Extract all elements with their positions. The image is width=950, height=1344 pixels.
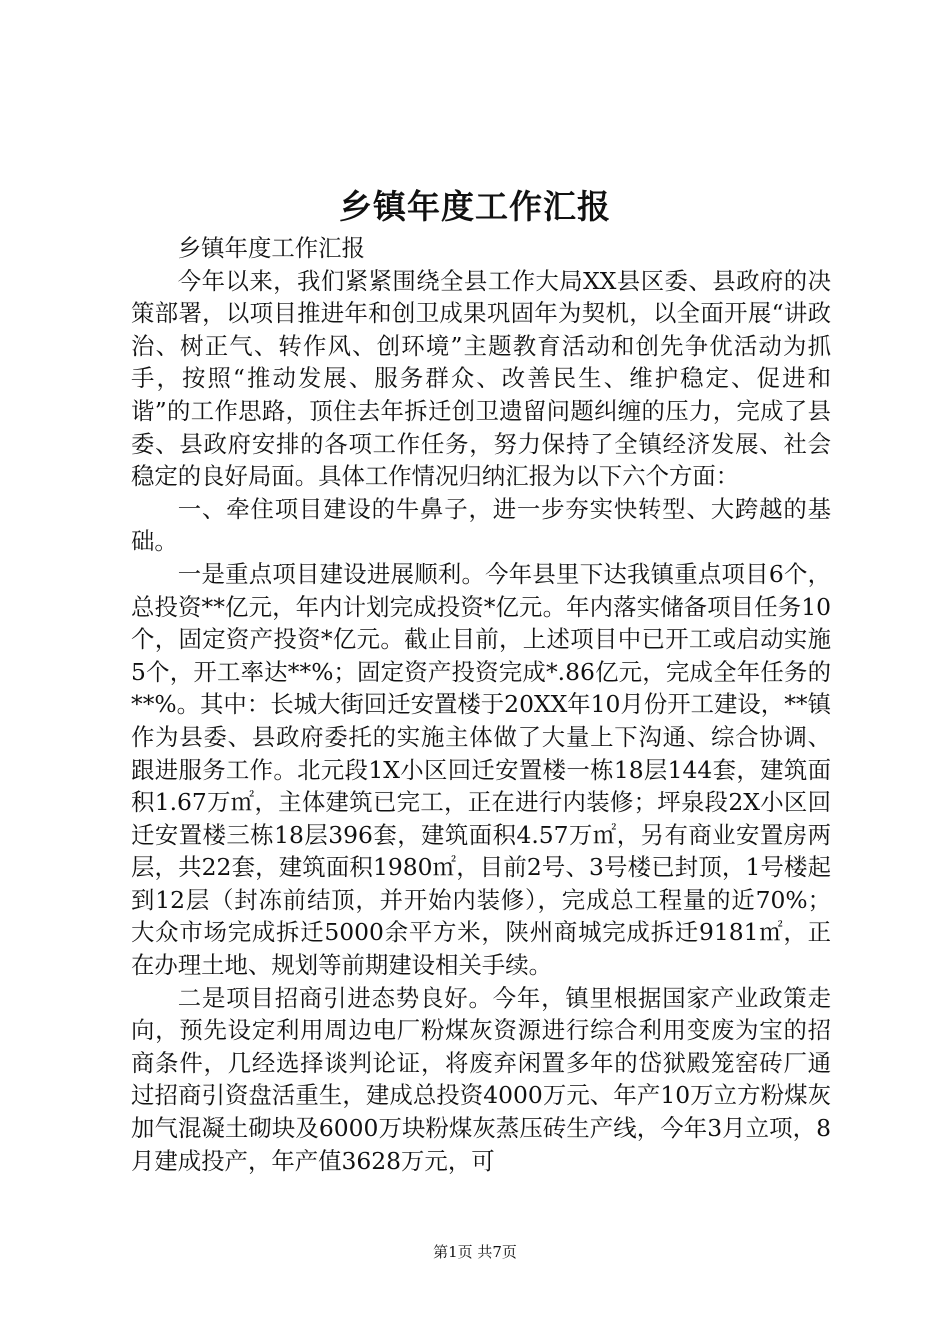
paragraph-key-projects: 一是重点项目建设进展顺利。今年县里下达我镇重点项目6个，总投资**亿元，年内计划完成投资*亿元。年内落实储备项目任务10个，固定资产投资*亿元。截止目前，上述项目中已开工或启动实施5个，开工率达**%；固定资产投资完成*.86亿元，完成全年任务的**%。其中：长城大街回迁安置楼于20XX年10月份开工建设，**镇作为县委、县政府委托的实施主体做了大量上下沟通、综合协调、跟进服务工作。北元段1X小区回迁安置楼一栋18层144套，建筑面积1.67万㎡，主体建筑已完工，正在进行内装修；坪泉段2X小区回迁安置楼三栋18层396套，建筑面积4.57万㎡，另有商业安置房两层，共22套，建筑面积1980㎡，目前2号、3号楼已封顶，1号楼起到12层（封冻前结顶，并开始内装修），完成总工程量的近70%；大众市场完成拆迁5000余平方米，陕州商城完成拆迁9181㎡，正在办理土地、规划等前期建设相关手续。	[131, 559, 831, 980]
paragraph-subtitle: 乡镇年度工作汇报	[177, 234, 365, 262]
document-body	[131, 232, 831, 1177]
paragraph-intro: 今年以来，我们紧紧围绕全县工作大局XX县区委、县政府的决策部署，以项目推进年和创卫成果巩固年为契机，以全面开展“讲政治、树正气、转作风、创环境”主题教育活动和创先争优活动为抓手，按照“推动发展、服务群众、改善民生、维护稳定、促进和谐”的工作思路，顶住去年拆迁创卫遗留问题纠缠的压力，完成了县委、县政府安排的各项工作任务，努力保持了全镇经济发展、社会稳定的良好局面。具体工作情况归纳汇报为以下六个方面：	[131, 266, 831, 491]
document-title: 乡镇年度工作汇报	[339, 187, 611, 226]
paragraph-section-heading: 一、牵住项目建设的牛鼻子，进一步夯实快转型、大跨越的基础。	[131, 494, 831, 556]
page-number: 第1页 共7页	[433, 1243, 517, 1261]
paragraph-investment: 二是项目招商引进态势良好。今年，镇里根据国家产业政策走向，预先设定利用周边电厂粉煤灰资源进行综合利用变废为宝的招商条件，几经选择谈判论证，将废弃闲置多年的岱狱殿笼窑砖厂通过招商引资盘活重生，建成总投资4000万元、年产10万立方粉煤灰加气混凝土砌块及6000万块粉煤灰蒸压砖生产线，今年3月立项，8月建成投产，年产值3628万元，可	[131, 983, 831, 1175]
